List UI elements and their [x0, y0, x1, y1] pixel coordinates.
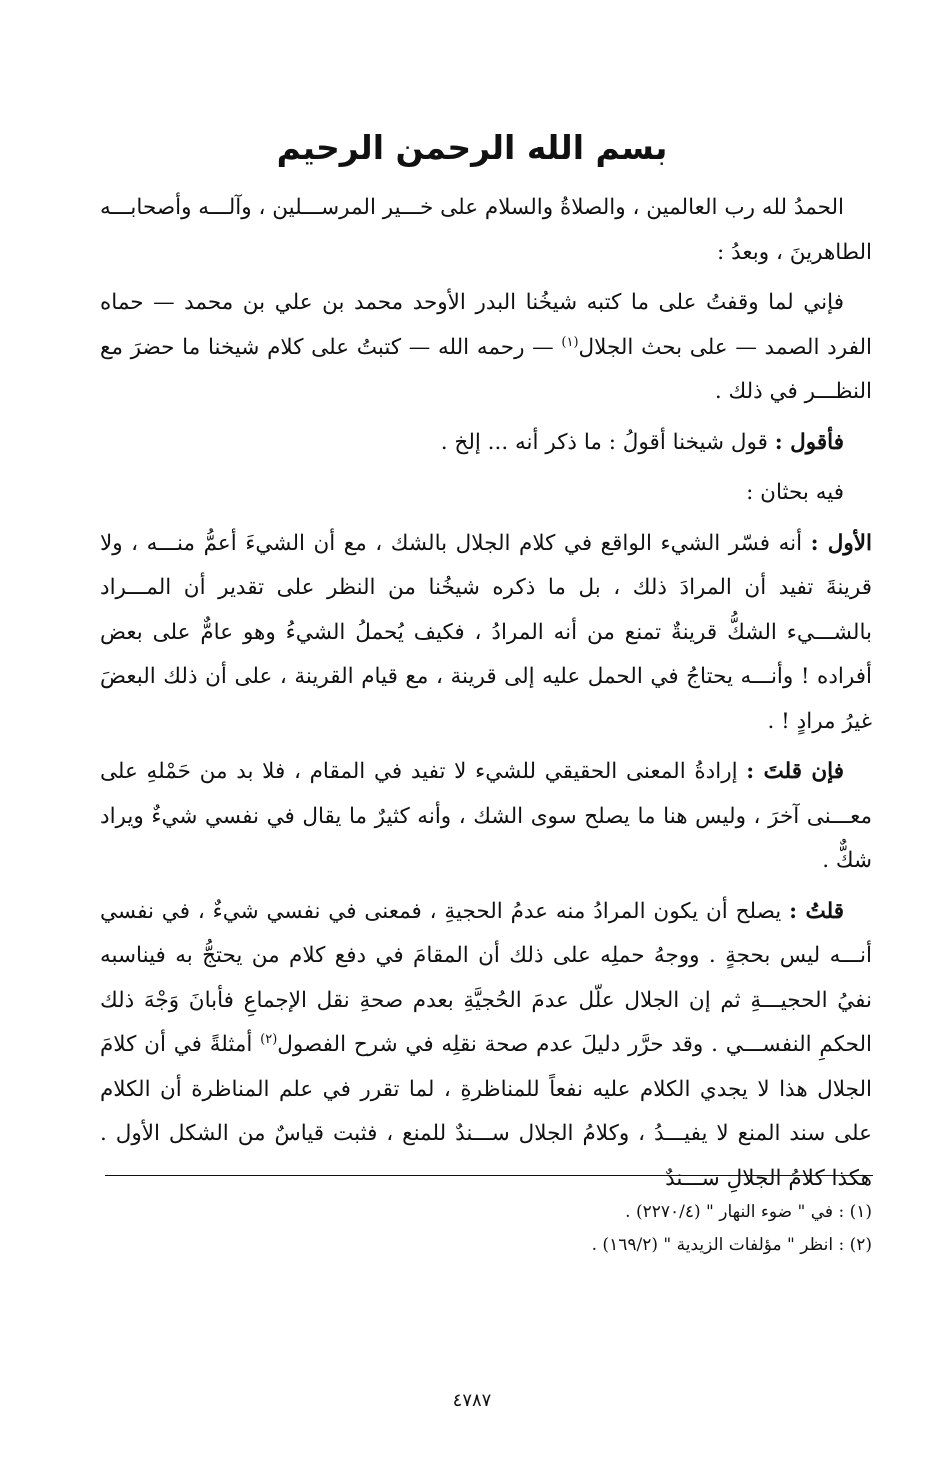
paragraph-2-text-a: فإني لما وقفتُ على ما كتبه شيخُنا البدر الأوحد محمد بن علي بن محمد — حماه الفرد الصمد — على بحث الجلال: [100, 290, 872, 360]
paragraph-2-text-b: — رحمه الله — كتبتُ على كلام شيخنا ما حضرَ مع النظـــر في ذلك .: [100, 334, 872, 404]
paragraph-3: [100, 421, 872, 466]
paragraph-7-text-b: أمثلةً في أن كلامَ الجلال هذا لا يجدي الكلام عليه نفعاً للمناظرةِ ، لما تقرر في علم المناظرة أن الكلام على سند المنع لا يفيـــدُ ، وكلامُ الجلال ســـندٌ للمنع ، فثبت قياسٌ من الشكل الأول . هكذا كلامُ الجلالِ ســـندٌ: [100, 1032, 872, 1191]
footnotes: [100, 1196, 872, 1262]
footnote-divider: [105, 1175, 873, 1176]
paragraph-5-text: أنه فسّر الشيء الواقع في كلام الجلال بالشك ، مع أن الشيءَ أعمُّ منـــه ، ولا قرينةَ تفيد أن المرادَ ذلك ، بل ما ذكره شيخُنا من النظر على تقدير أن المـــراد بالشـــيء الشكُّ قرينةٌ تمنع من أنه المرادُ ، فكيف يُحملُ الشيءُ وهو عامٌّ على بعض أفراده ! وأنـــه يحتاجُ في الحمل عليه إلى قرينة ، مع قيام القرينة ، على أن ذلك البعضَ غيرُ مرادٍ ! .: [100, 530, 872, 734]
footnote-1: (١) : في " ضوء النهار " (٢٢٧٠/٤) .: [625, 1202, 872, 1222]
lead-word-aqul: فأقول :: [774, 429, 844, 455]
footnote-ref-1[interactable]: (١): [561, 334, 579, 350]
lead-word-fa-in-qulta: فإن قلتَ :: [746, 759, 844, 784]
main-text: [100, 186, 872, 1207]
paragraph-6-text: إرادةُ المعنى الحقيقي للشيء لا تفيد في المقام ، فلا بد من حَمْلهِ على معـــنى آخرَ ، وليس هنا ما يصلح سوى الشك ، وأنه كثيرٌ ما يقال في نفسي شيءٌ ويراد شكٌّ .: [100, 759, 872, 873]
paragraph-2: [100, 281, 872, 415]
paragraph-3-text: قول شيخنا أقولُ : ما ذكر أنه ... إلخ .: [440, 429, 775, 455]
paragraph-7-text-a: يصلح أن يكون المرادُ منه عدمُ الحجيةِ ، فمعنى في نفسي شيءٌ ، في نفسي أنـــه ليس بحجةٍ . ووجهُ حملِه على ذلك أن المقامَ في دفع كلام من يحتجُّ به فيناسبه نفيُ الحجيـــةِ ثم إن الجلال علّل عدمَ الحُجيَّةِ بعدم صحةِ نقل الإجماعِ فأبانَ وَجْهَ ذلك الحكمِ النفســـي . وقد حرَّر دليلَ عدم صحة نقلِه في شرح الفصول: [100, 898, 872, 1057]
paragraph-7: [100, 890, 872, 1202]
footnote-ref-2[interactable]: (٢): [260, 1031, 278, 1047]
paragraph-5: [100, 522, 872, 745]
footnote-2: (٢) : انظر " مؤلفات الزيدية " (١٦٩/٢) .: [591, 1235, 872, 1255]
lead-word-first: الأول :: [810, 530, 872, 556]
paragraph-1: الحمدُ لله رب العالمين ، والصلاةُ والسلام على خـــير المرســـلين ، وآلـــه وأصحابـــه الطاهرينَ ، وبعدُ :: [100, 195, 872, 265]
page-number: ٤٧٨٧: [452, 1390, 492, 1411]
lead-word-qultu: قلتُ :: [789, 898, 844, 924]
paragraph-4: فيه بحثان :: [746, 480, 844, 505]
basmala-heading: بسم الله الرحمن الرحيم: [276, 128, 668, 167]
paragraph-6: [100, 750, 872, 884]
